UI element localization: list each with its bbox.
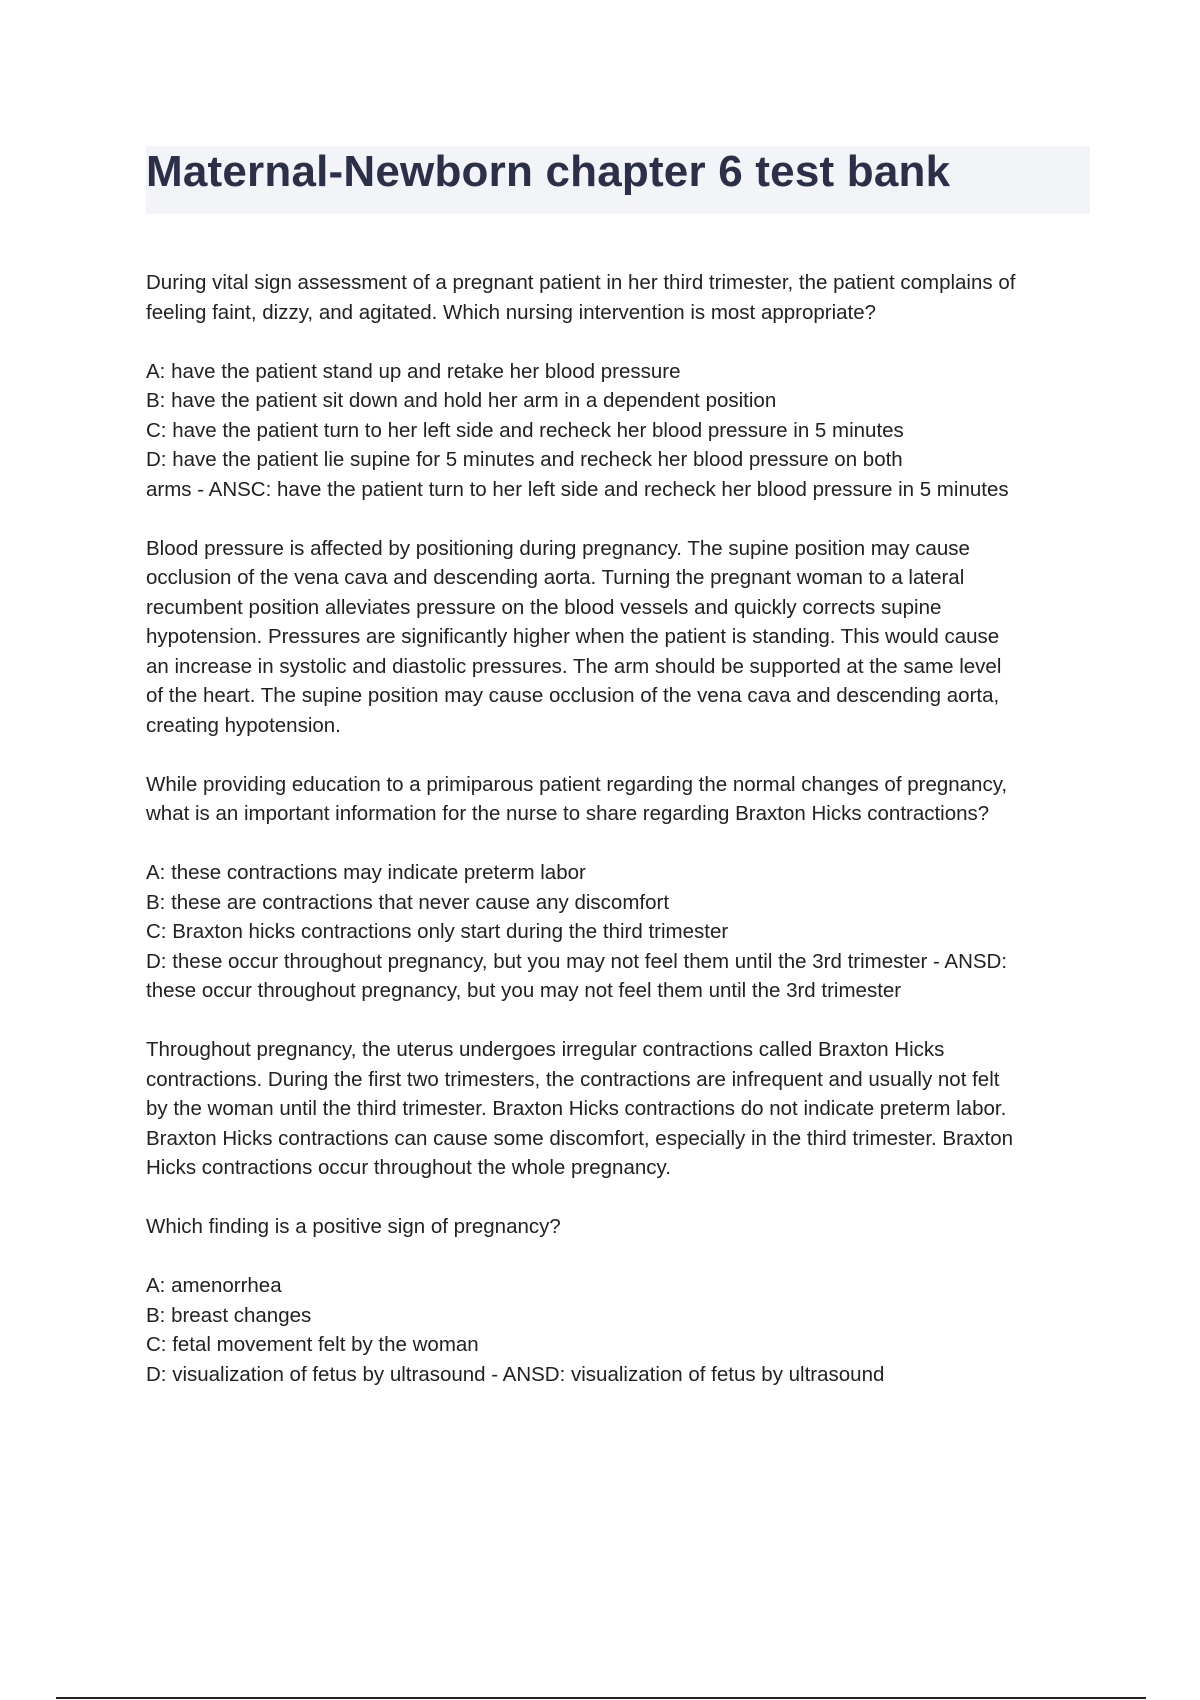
question-3-options — [146, 1271, 1096, 1389]
option-b: B: breast changes — [146, 1303, 312, 1327]
question-2-rationale — [146, 1035, 1096, 1183]
text-line: Which finding is a positive sign of pregnancy? — [146, 1215, 561, 1238]
option-b: B: these are contractions that never cause any discomfort — [146, 890, 670, 914]
question-1-stem — [146, 268, 1096, 327]
text-line: While providing education to a primiparous patient regarding the normal changes of pregnancy, — [146, 772, 1008, 796]
question-3-stem — [146, 1212, 1096, 1242]
text-line: Throughout pregnancy, the uterus undergoes irregular contractions called Braxton Hicks — [146, 1038, 945, 1061]
document-body — [146, 268, 1096, 1419]
text-line: an increase in systolic and diastolic pressures. The arm should be supported at the same level — [146, 654, 1002, 678]
text-line: Hicks contractions occur throughout the whole pregnancy. — [146, 1156, 671, 1179]
option-c: C: fetal movement felt by the woman — [146, 1333, 479, 1356]
text-line: During vital sign assessment of a pregnant patient in her third trimester, the patient complains of — [146, 271, 1016, 294]
option-c: C: have the patient turn to her left side and recheck her blood pressure in 5 minutes — [146, 418, 904, 442]
option-d: D: these occur throughout pregnancy, but you may not feel them until the 3rd trimester - ANSD: — [146, 949, 1008, 973]
option-b: B: have the patient sit down and hold her arm in a dependent position — [146, 389, 777, 412]
question-1-options — [146, 357, 1096, 505]
text-line: hypotension. Pressures are significantly higher when the patient is standing. This would cause — [146, 625, 1000, 648]
option-a: A: have the patient stand up and retake her blood pressure — [146, 359, 681, 383]
text-line: of the heart. The supine position may cause occlusion of the vena cava and descending aorta, — [146, 684, 1000, 707]
text-line: contractions. During the first two trimesters, the contractions are infrequent and usually not felt — [146, 1067, 1000, 1091]
answer-line: arms - ANSC: have the patient turn to her left side and recheck her blood pressure in 5 minutes — [146, 477, 1009, 501]
text-line: creating hypotension. — [146, 713, 341, 737]
text-line: Braxton Hicks contractions can cause some discomfort, especially in the third trimester. Braxton — [146, 1126, 1014, 1150]
option-d: D: have the patient lie supine for 5 minutes and recheck her blood pressure on both — [146, 448, 903, 471]
option-a: A: amenorrhea — [146, 1274, 282, 1297]
text-line: what is an important information for the nurse to share regarding Braxton Hicks contractions? — [146, 802, 990, 825]
footer-divider — [56, 1697, 1146, 1699]
text-line: recumbent position alleviates pressure on the blood vessels and quickly corrects supine — [146, 595, 942, 619]
option-c: C: Braxton hicks contractions only start during the third trimester — [146, 920, 729, 943]
question-2-options — [146, 858, 1096, 1006]
page-title: Maternal-Newborn chapter 6 test bank — [146, 147, 951, 196]
text-line: by the woman until the third trimester. Braxton Hicks contractions do not indicate preterm labor. — [146, 1097, 1007, 1120]
text-line: occlusion of the vena cava and descending aorta. Turning the pregnant woman to a lateral — [146, 566, 965, 589]
question-1-rationale — [146, 534, 1096, 741]
option-a: A: these contractions may indicate preterm labor — [146, 861, 586, 884]
text-line: Blood pressure is affected by positioning during pregnancy. The supine position may cause — [146, 536, 970, 560]
option-d: D: visualization of fetus by ultrasound - ANSD: visualization of fetus by ultrasound — [146, 1362, 885, 1386]
question-2-stem — [146, 770, 1096, 829]
text-line: feeling faint, dizzy, and agitated. Which nursing intervention is most appropriate? — [146, 300, 877, 324]
answer-line: these occur throughout pregnancy, but you may not feel them until the 3rd trimester — [146, 979, 902, 1002]
